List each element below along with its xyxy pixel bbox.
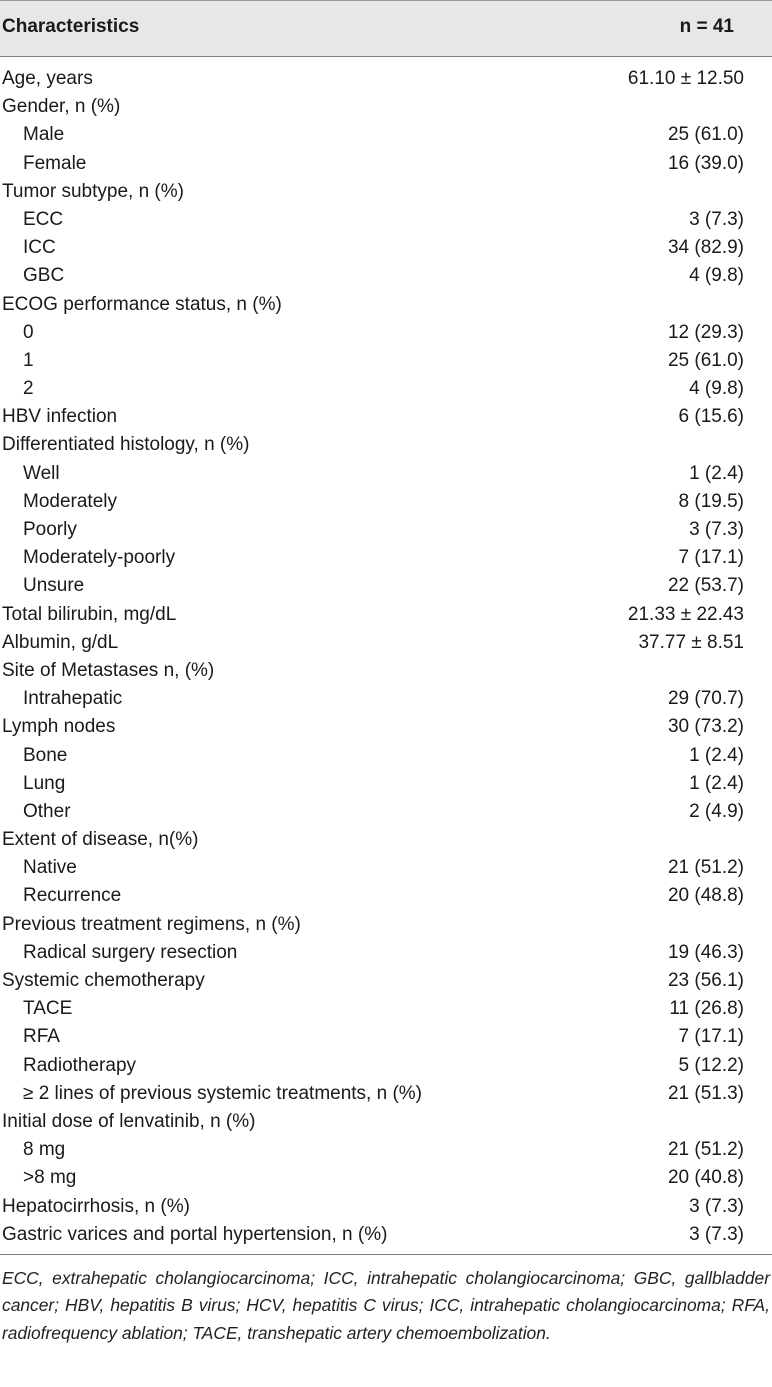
table-row [0, 1108, 772, 1136]
row-label: Previous treatment regimens, n (%) [2, 913, 301, 935]
row-value: 16 (39.0) [667, 152, 744, 174]
table-header [0, 0, 772, 56]
table-row [0, 516, 772, 544]
table-row [0, 1080, 772, 1108]
row-label: Radiotherapy [23, 1054, 137, 1076]
row-label: TACE [23, 998, 73, 1020]
row-value: 1 (2.4) [689, 772, 744, 794]
table-row [0, 1023, 772, 1051]
row-label: Recurrence [23, 885, 122, 907]
row-label: Female [23, 152, 87, 174]
table-row [0, 995, 772, 1023]
row-label: Moderately-poorly [23, 547, 176, 569]
row-value: 23 (56.1) [667, 970, 744, 991]
row-value: 25 (61.0) [667, 349, 744, 371]
row-label: Lung [23, 772, 66, 794]
row-label: Moderately [23, 490, 117, 512]
table-row [0, 234, 772, 262]
row-value: 4 (9.8) [689, 378, 744, 400]
table-row [0, 544, 772, 572]
row-label: 2 [23, 378, 34, 400]
row-label: Well [23, 462, 60, 484]
row-label: Systemic chemotherapy [2, 970, 205, 991]
row-label: Gender, n (%) [2, 96, 121, 118]
table-row [0, 403, 772, 431]
table-row [0, 854, 772, 882]
row-label: Poorly [23, 519, 77, 540]
row-label: HBV infection [2, 406, 118, 428]
row-label: 1 [23, 349, 34, 371]
row-label: Bone [23, 744, 68, 766]
table-row [0, 1052, 772, 1080]
table-row [0, 319, 772, 347]
row-label: Tumor subtype, n (%) [2, 180, 184, 202]
row-value: 19 (46.3) [667, 941, 744, 963]
table-row [0, 262, 772, 290]
table-footnote: ECC, extrahepatic cholangiocarcinoma; ICC, intrahepatic cholangiocarcinoma; GBC, gallbladder cancer; HBV, hepatitis B virus; HCV, hepatitis C virus; ICC, intrahepatic cholangiocarcinoma; RFA, radiofrequency ablation; TACE, transhepatic artery chemoembolization. [2, 1267, 770, 1343]
row-label: Differentiated histology, n (%) [2, 434, 250, 456]
row-label: Other [23, 800, 71, 822]
row-value: 3 (7.3) [689, 1195, 744, 1217]
row-label: >8 mg [23, 1167, 77, 1189]
row-label: Age, years [2, 68, 93, 89]
header-n: n = 41 [679, 16, 734, 37]
table-row [0, 713, 772, 741]
table-row [0, 601, 772, 629]
table-row [0, 742, 772, 770]
table-row [0, 572, 772, 600]
table-row [0, 967, 772, 995]
row-label: Gastric varices and portal hypertension, n (%) [2, 1223, 388, 1245]
row-label: Radical surgery resection [23, 941, 238, 963]
table-row [0, 882, 772, 910]
table-row [0, 629, 772, 657]
table-row [0, 206, 772, 234]
table-row [0, 685, 772, 713]
table-row [0, 375, 772, 403]
table-row [0, 939, 772, 967]
row-label: Albumin, g/dL [2, 631, 119, 653]
row-label: GBC [23, 265, 65, 287]
header-characteristics: Characteristics [2, 16, 140, 37]
row-value: 20 (40.8) [667, 1167, 744, 1189]
row-label: Intrahepatic [23, 688, 123, 710]
table-row [0, 1193, 772, 1221]
row-label: Unsure [23, 575, 85, 597]
table-row [0, 347, 772, 375]
table-row [0, 65, 772, 93]
row-label: Native [23, 857, 77, 879]
table-row [0, 1164, 772, 1192]
row-value: 22 (53.7) [667, 575, 744, 597]
row-value: 34 (82.9) [667, 237, 744, 259]
table-row [0, 770, 772, 798]
row-value: 21 (51.3) [667, 1082, 744, 1104]
row-label: Total bilirubin, mg/dL [2, 603, 177, 625]
row-value: 1 (2.4) [689, 744, 744, 766]
table-row [0, 431, 772, 459]
row-value: 25 (61.0) [667, 124, 744, 146]
row-label: ≥ 2 lines of previous systemic treatments, n (%) [23, 1082, 423, 1104]
row-value: 61.10 ± 12.50 [627, 68, 744, 89]
row-value: 29 (70.7) [667, 688, 744, 710]
table-row [0, 657, 772, 685]
table-row [0, 488, 772, 516]
row-label: 0 [23, 321, 34, 343]
table-row [0, 911, 772, 939]
table-body [0, 57, 772, 1249]
table-row [0, 1221, 772, 1249]
table-row [0, 93, 772, 121]
row-value: 8 (19.5) [678, 490, 744, 512]
table-row [0, 291, 772, 319]
table-row [0, 1136, 772, 1164]
row-label: ECC [23, 208, 64, 230]
row-label: Site of Metastases n, (%) [2, 659, 215, 681]
row-value: 30 (73.2) [667, 716, 744, 738]
row-value: 11 (26.8) [669, 998, 744, 1020]
row-value: 3 (7.3) [689, 1223, 744, 1245]
table-row [0, 460, 772, 488]
row-value: 2 (4.9) [689, 800, 744, 822]
table-row [0, 121, 772, 149]
row-value: 3 (7.3) [689, 208, 744, 230]
table-row [0, 826, 772, 854]
row-value: 37.77 ± 8.51 [638, 631, 744, 653]
row-value: 5 (12.2) [678, 1054, 744, 1076]
row-label: Lymph nodes [2, 716, 116, 738]
row-value: 7 (17.1) [678, 1026, 744, 1048]
row-value: 3 (7.3) [689, 519, 744, 540]
row-label: ICC [23, 237, 56, 259]
table-row [0, 150, 772, 178]
row-label: Hepatocirrhosis, n (%) [2, 1195, 190, 1217]
row-value: 20 (48.8) [667, 885, 744, 907]
row-label: 8 mg [23, 1139, 66, 1161]
table-row [0, 178, 772, 206]
row-label: Extent of disease, n(%) [2, 829, 199, 851]
row-label: RFA [23, 1026, 60, 1048]
row-label: ECOG performance status, n (%) [2, 293, 282, 315]
row-value: 4 (9.8) [689, 265, 744, 287]
row-value: 21.33 ± 22.43 [627, 603, 744, 625]
row-value: 6 (15.6) [678, 406, 744, 428]
row-value: 1 (2.4) [689, 462, 744, 484]
row-label: Initial dose of lenvatinib, n (%) [2, 1110, 256, 1132]
row-value: 12 (29.3) [667, 321, 744, 343]
row-value: 21 (51.2) [667, 1139, 744, 1161]
row-value: 21 (51.2) [667, 857, 744, 879]
row-value: 7 (17.1) [678, 547, 744, 569]
table-row [0, 798, 772, 826]
row-label: Male [23, 124, 65, 146]
